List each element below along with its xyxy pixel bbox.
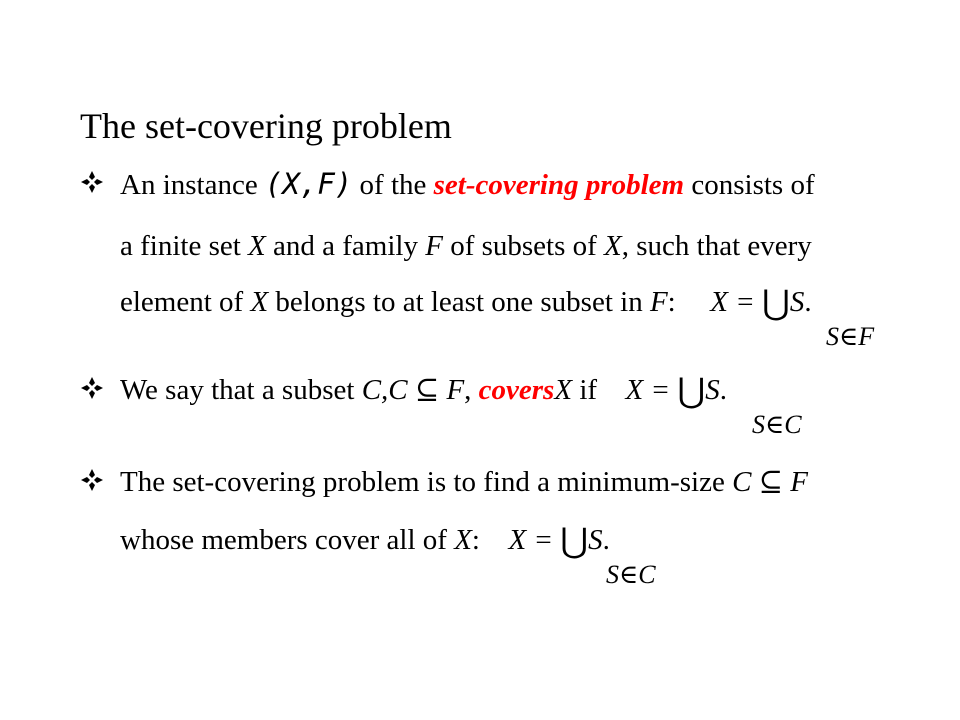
equation-right: S — [789, 286, 805, 318]
period: . — [719, 374, 727, 406]
text: , such that every — [621, 230, 812, 262]
text: belongs to at least one subset in — [268, 286, 650, 318]
math-f: F — [790, 466, 808, 498]
text: An instance — [120, 169, 265, 201]
math-x: X — [250, 286, 269, 318]
text: and a family — [265, 230, 426, 262]
equation-left: X = — [508, 524, 554, 556]
bullet-2-line-1 — [120, 372, 727, 410]
text: element of — [120, 286, 251, 318]
diamond-bullet-icon — [80, 170, 104, 194]
union-subscript: S∈F — [826, 322, 875, 351]
union-subscript: S∈C — [606, 560, 656, 589]
bullet-1-line-2 — [120, 228, 812, 264]
emphasis-covers: covers — [478, 374, 555, 406]
text: if — [572, 374, 605, 406]
text: : — [667, 286, 676, 318]
equation-right: S — [705, 374, 720, 406]
union-symbol: ⋃ — [762, 285, 790, 322]
union-subscript: S∈C — [752, 410, 802, 439]
math-instance: (X,F) — [264, 167, 353, 201]
math-x: X — [604, 230, 622, 262]
text: The set-covering problem is to find a minimum-size — [120, 466, 733, 498]
text: whose members cover all of — [120, 524, 455, 556]
equation-left: X = — [625, 374, 671, 406]
math-f: F — [425, 230, 443, 262]
equation-right: S — [588, 524, 603, 556]
diamond-bullet-icon — [80, 376, 104, 400]
emphasis-set-covering-problem: set-covering problem — [433, 169, 685, 201]
union-symbol: ⋃ — [560, 523, 589, 560]
text: a finite set — [120, 230, 249, 262]
text: , — [464, 374, 479, 406]
text: We say that a subset — [120, 374, 362, 406]
math-c: C — [732, 466, 752, 498]
subset-symbol: ⊆ — [758, 466, 783, 498]
bullet-3-line-1 — [120, 464, 808, 500]
text: consists of — [691, 169, 815, 201]
bullet-3-line-2 — [120, 522, 610, 560]
text: of subsets of — [442, 230, 605, 262]
text: : — [471, 524, 480, 556]
equation-left: X = — [710, 286, 755, 318]
subset-symbol: ⊆ — [414, 374, 440, 406]
diamond-bullet-icon — [80, 468, 104, 492]
math-c: C,C — [361, 374, 408, 406]
math-x: X — [248, 230, 266, 262]
union-symbol: ⋃ — [677, 373, 706, 410]
period: . — [602, 524, 610, 556]
slide-title: The set-covering problem — [80, 106, 452, 146]
math-x: X — [554, 374, 573, 406]
bullet-1-line-3 — [120, 284, 812, 322]
math-f: F — [649, 286, 668, 318]
math-x: X — [454, 524, 472, 556]
bullet-1-line-1 — [120, 166, 815, 203]
math-f: F — [446, 374, 465, 406]
period: . — [804, 286, 812, 318]
text: of the — [359, 169, 434, 201]
